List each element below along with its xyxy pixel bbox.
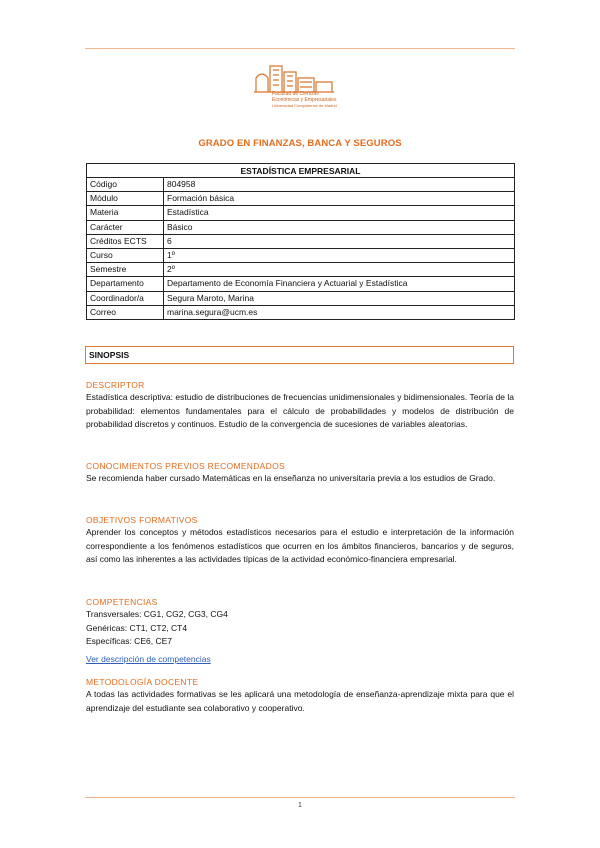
- row-label: Correo: [87, 305, 164, 319]
- competencias-section: [86, 597, 514, 667]
- row-value: 2º: [164, 263, 515, 277]
- logo-line-1: Facultad de Ciencias: [272, 91, 319, 97]
- building-icon: [252, 58, 336, 94]
- row-value: marina.segura@ucm.es: [164, 305, 515, 319]
- row-label: Código: [87, 178, 164, 192]
- row-label: Módulo: [87, 192, 164, 206]
- course-info-table: [86, 163, 515, 320]
- row-label: Materia: [87, 206, 164, 220]
- logo-line-2: Económicas y Empresariales: [272, 97, 337, 103]
- table-row: [87, 248, 515, 262]
- competencias-especificas: Específicas: CE6, CE7: [86, 636, 172, 647]
- conocimientos-section: [86, 461, 514, 486]
- row-value: 6: [164, 234, 515, 248]
- table-row: [87, 305, 515, 319]
- descriptor-heading: DESCRIPTOR: [86, 380, 145, 390]
- objetivos-text: Aprender los conceptos y métodos estadísticos necesarios para el estudio e interpretación de la información correspondiente a los fenómenos estadísticos que ocurren en los ámbitos financieros, bancarios y de seguros, así como las inherentes a las actividades típicas de la actividad económico-financiera empresarial.: [86, 527, 514, 565]
- row-value: 1º: [164, 248, 515, 262]
- row-label: Semestre: [87, 263, 164, 277]
- logo-line-3: Universidad Complutense de Madrid: [272, 103, 337, 108]
- row-value: Básico: [164, 220, 515, 234]
- row-label: Créditos ECTS: [87, 234, 164, 248]
- row-value: Estadística: [164, 206, 515, 220]
- descriptor-text: Estadística descriptiva: estudio de distribuciones de frecuencias unidimensionales y bidimensionales. Teoría de la probabilidad: elementos fundamentales para el cálculo de probabilidades y modelos de distribución de probabilidad discretos y continuos. Estudio de la convergencia de sucesiones de variables aleatorias.: [86, 392, 514, 430]
- row-value: Formación básica: [164, 192, 515, 206]
- table-row: [87, 192, 515, 206]
- conocimientos-heading: CONOCIMIENTOS PREVIOS RECOMENDADOS: [86, 461, 285, 471]
- conocimientos-text: Se recomienda haber cursado Matemáticas en la enseñanza no universitaria previa a los estudios de Grado.: [86, 473, 496, 483]
- row-value: 804958: [164, 178, 515, 192]
- header-rule: [85, 48, 515, 49]
- metodologia-heading: METODOLOGÍA DOCENTE: [86, 677, 199, 687]
- table-row: [87, 220, 515, 234]
- row-label: Curso: [87, 248, 164, 262]
- table-row: [87, 206, 515, 220]
- competencias-link[interactable]: Ver descripción de competencias: [86, 653, 211, 664]
- descriptor-section: [86, 380, 514, 432]
- footer-rule: [85, 797, 515, 798]
- table-row: [87, 263, 515, 277]
- table-row: [87, 291, 515, 305]
- metodologia-section: [86, 677, 514, 715]
- degree-title: GRADO EN FINANZAS, BANCA Y SEGUROS: [198, 138, 402, 149]
- faculty-logo: [252, 58, 336, 110]
- sinopsis-box: SINOPSIS: [85, 346, 514, 364]
- row-label: Departamento: [87, 277, 164, 291]
- course-name: ESTADÍSTICA EMPRESARIAL: [87, 164, 515, 178]
- table-header-row: [87, 164, 515, 178]
- row-label: Coordinador/a: [87, 291, 164, 305]
- table-row: [87, 178, 515, 192]
- competencias-heading: COMPETENCIAS: [86, 597, 158, 607]
- metodologia-text: A todas las actividades formativas se les aplicará una metodología de enseñanza-aprendizaje mixta para que el aprendizaje del estudiante sea colaborativo y cooperativo.: [86, 689, 514, 713]
- page-number: 1: [298, 802, 302, 809]
- objetivos-heading: OBJETIVOS FORMATIVOS: [86, 515, 198, 525]
- table-row: [87, 234, 515, 248]
- row-label: Carácter: [87, 220, 164, 234]
- table-row: [87, 277, 515, 291]
- row-value: Segura Maroto, Marina: [164, 291, 515, 305]
- objetivos-section: [86, 515, 514, 567]
- row-value: Departamento de Economía Financiera y Actuarial y Estadística: [164, 277, 515, 291]
- competencias-genericas: Genéricas: CT1, CT2, CT4: [86, 622, 188, 633]
- competencias-transversales: Transversales: CG1, CG2, CG3, CG4: [86, 609, 228, 619]
